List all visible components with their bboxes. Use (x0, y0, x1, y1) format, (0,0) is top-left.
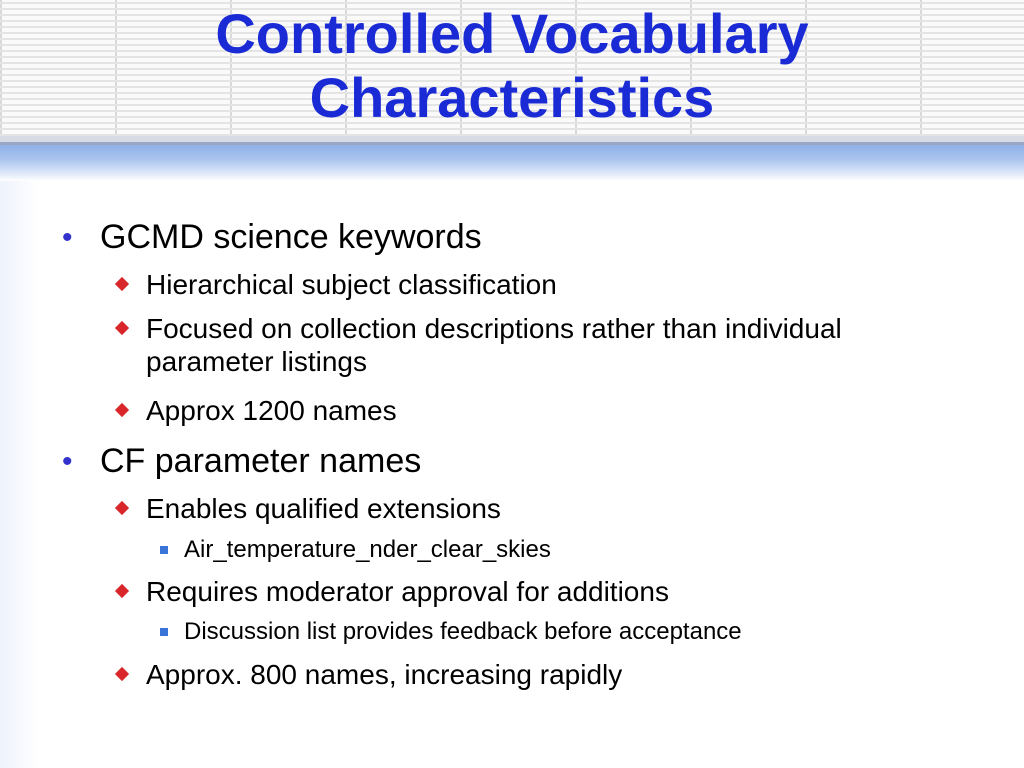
diamond-bullet-icon (115, 403, 129, 417)
sub-sub-bullet-item: Air_temperature_nder_clear_skies (184, 536, 551, 563)
sub-bullet-item: Approx. 800 names, increasing rapidly (146, 659, 623, 690)
square-bullet-icon (160, 546, 168, 554)
sub-bullet-item: Focused on collection descriptions rather than individual parameter listings (146, 313, 842, 377)
diamond-bullet-icon (115, 584, 129, 598)
diamond-bullet-icon (115, 277, 129, 291)
sub-bullet-item: Approx 1200 names (146, 395, 397, 426)
sub-bullet-item: Enables qualified extensions (146, 493, 501, 524)
sub-bullet-item: Hierarchical subject classification (146, 269, 557, 300)
bullet-dot-icon: • (62, 221, 73, 254)
sub-sub-bullet-item: Discussion list provides feedback before acceptance (184, 618, 742, 645)
sub-bullet-item: Requires moderator approval for additions (146, 576, 669, 607)
slide-title-line-2: Characteristics (309, 66, 715, 129)
diamond-bullet-icon (115, 667, 129, 681)
slide-title-line-1: Controlled Vocabulary (215, 2, 809, 65)
bullet-item: GCMD science keywords (100, 218, 482, 256)
diamond-bullet-icon (115, 321, 129, 335)
square-bullet-icon (160, 628, 168, 636)
bullet-dot-icon: • (62, 445, 73, 478)
bullet-item: CF parameter names (100, 442, 422, 480)
diamond-bullet-icon (115, 501, 129, 515)
